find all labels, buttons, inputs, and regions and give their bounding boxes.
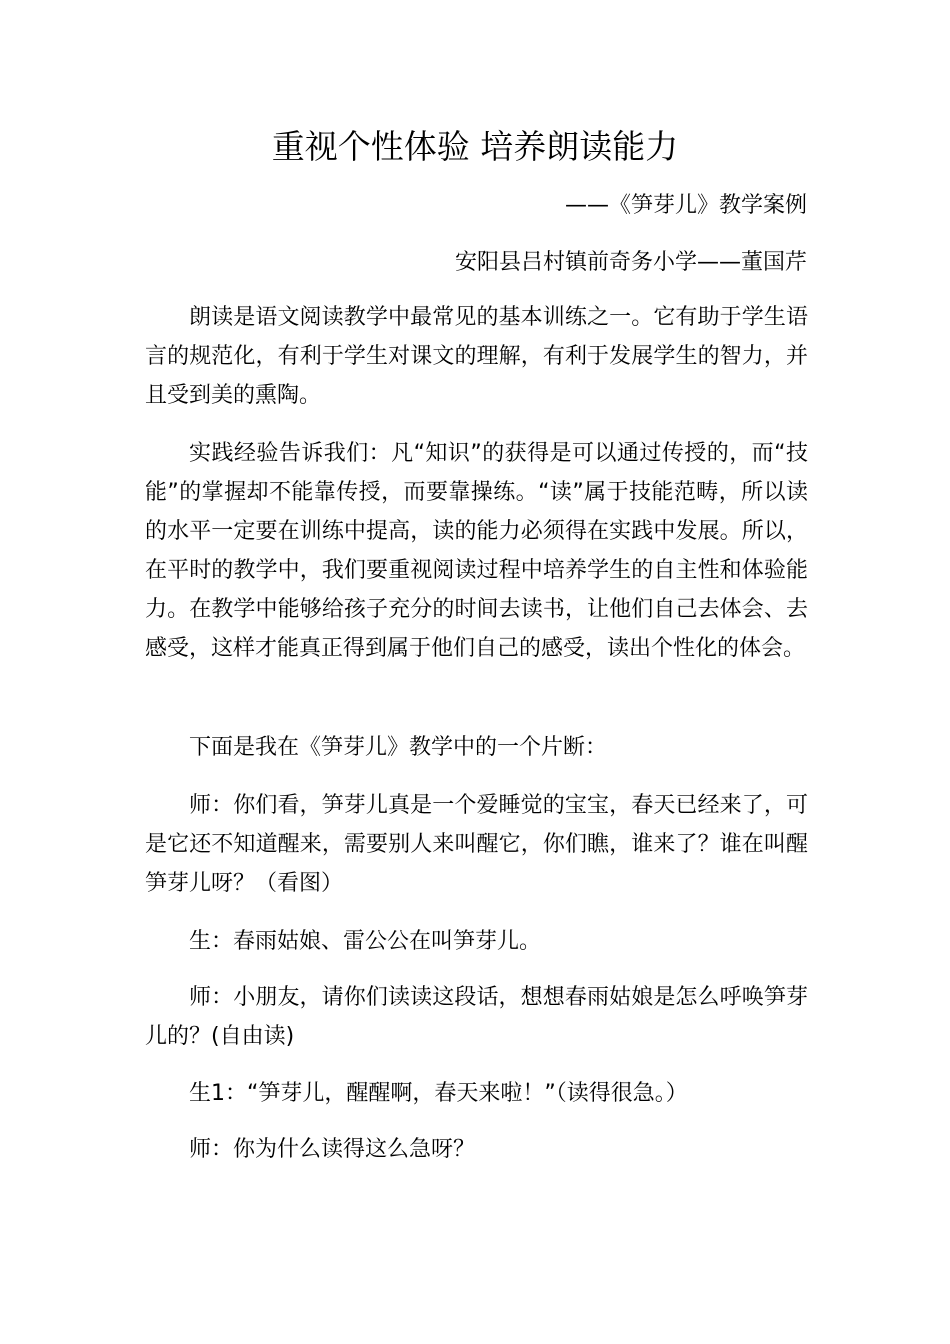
dialogue-student-1 — [145, 922, 808, 961]
dialogue-teacher-2 — [145, 978, 808, 1056]
paragraph-text: 下面是我在《笋芽儿》教学中的一个片断： — [189, 735, 608, 760]
paragraph-text: 朗读是语文阅读教学中最常见的基本训练之一。它有助于学生语言的规范化，有利于学生对课文的理解，有利于发展学生的智力，并且受到美的熏陶。 — [145, 305, 808, 408]
paragraph-text: 生：春雨姑娘、雷公公在叫笋芽儿。 — [189, 929, 542, 954]
paragraph-text: 师：小朋友，请你们读读这段话，想想春雨姑娘是怎么呼唤笋芽儿的？(自由读) — [145, 985, 808, 1049]
paragraph-practice — [145, 434, 808, 668]
document-title: 重视个性体验 培养朗读能力 — [271, 127, 679, 166]
dialogue-teacher-1 — [145, 786, 808, 903]
document-subtitle: ——《笋芽儿》教学案例 — [564, 193, 807, 218]
paragraph-text: 生1：“笋芽儿，醒醒啊，春天来啦！”（读得很急。） — [189, 1081, 688, 1106]
paragraph-text: 师：你为什么读得这么急呀？ — [189, 1137, 476, 1162]
dialogue-teacher-3 — [145, 1130, 808, 1169]
paragraph-text: 实践经验告诉我们：凡“知识”的获得是可以通过传授的，而“技能”的掌握却不能靠传授，而要靠操练。“读”属于技能范畴，所以读的水平一定要在训练中提高，读的能力必须得在实践中发展。所以，在平时的教学中，我们要重视阅读过程中培养学生的自主性和体验能力。在教学中能够给孩子充分的时间去读书，让他们自己去体会、去感受，这样才能真正得到属于他们自己的感受，读出个性化的体会。 — [145, 441, 808, 661]
document-author: 安阳县吕村镇前奇务小学——董国芹 — [454, 250, 807, 275]
paragraph-fragment-intro — [145, 728, 808, 767]
paragraph-intro — [145, 298, 808, 415]
dialogue-student-2 — [145, 1074, 808, 1113]
paragraph-text: 师：你们看，笋芽儿真是一个爱睡觉的宝宝，春天已经来了，可是它还不知道醒来，需要别人来叫醒它，你们瞧，谁来了？谁在叫醒笋芽儿呀？（看图） — [145, 793, 808, 896]
